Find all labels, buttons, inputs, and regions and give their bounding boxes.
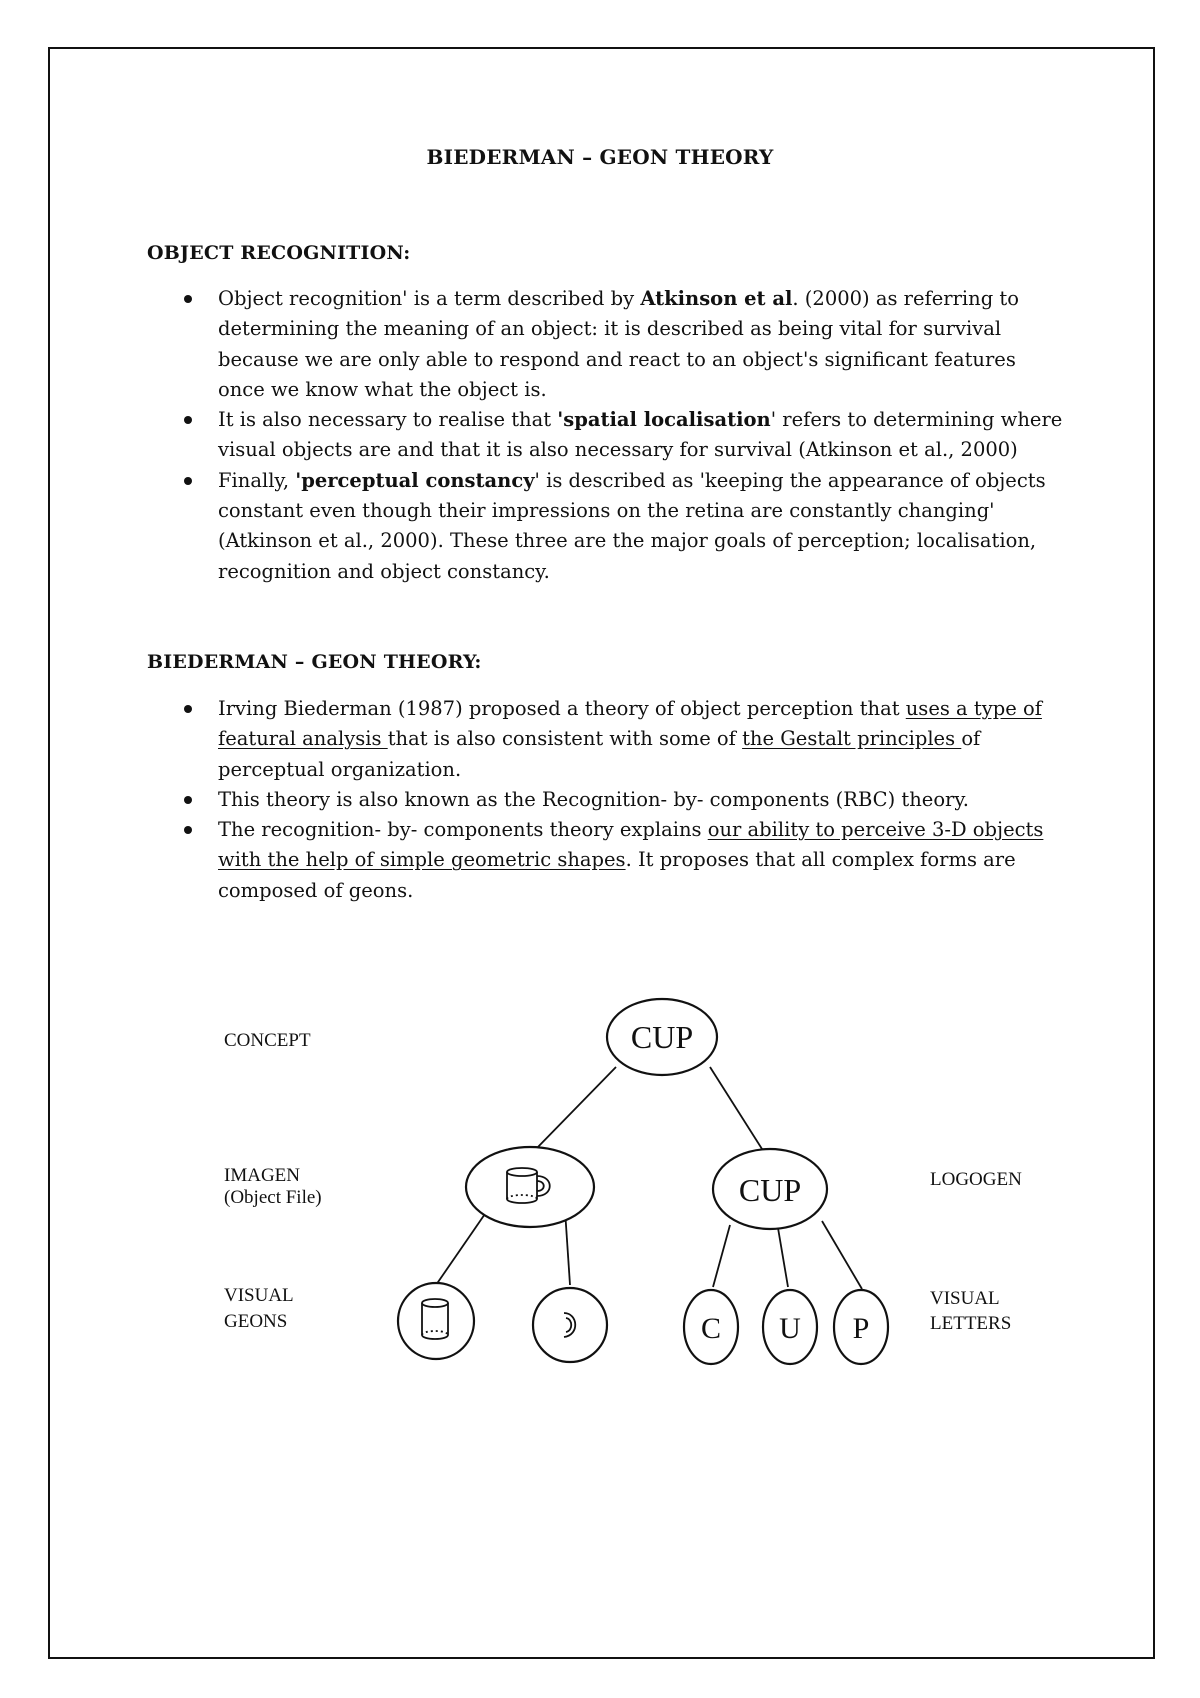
list-item xyxy=(218,815,1068,906)
connector-line xyxy=(713,1225,730,1287)
connector-line xyxy=(710,1067,769,1160)
list-item xyxy=(218,466,1068,587)
bold-term: 'perceptual constancy xyxy=(295,468,535,492)
bullet-text: . (2000) as referring to determining the meaning of an object: it is described as being vital for survival because we are only able to respond and react to an object's significant features once we know what the object is. xyxy=(218,287,1019,401)
concept-word: CUP xyxy=(630,1019,694,1055)
bold-term: Atkinson et al xyxy=(640,287,793,310)
handle-geon-node xyxy=(533,1288,607,1362)
letter-u: U xyxy=(779,1312,801,1345)
document-title: BIEDERMAN – GEON THEORY xyxy=(426,145,774,169)
list-item xyxy=(218,694,1068,785)
cylinder-geon-node xyxy=(398,1283,474,1359)
underlined-phrase: our ability to perceive 3-D objects with the help of simple geometric shapes xyxy=(218,818,1044,872)
bullet-text: It is also necessary to realise that xyxy=(218,408,558,432)
underlined-phrase: the Gestalt principles xyxy=(742,727,962,751)
bold-term: 'spatial localisation xyxy=(557,408,771,432)
connector-line xyxy=(535,1067,616,1150)
label-imagen: IMAGEN xyxy=(224,1165,300,1186)
letter-c: C xyxy=(700,1312,722,1345)
list-item xyxy=(218,405,1068,466)
bullet-text: Object recognition' is a term described by xyxy=(218,287,641,310)
bullet-text: Finally, xyxy=(218,468,296,492)
object-recognition-list xyxy=(218,284,1068,587)
bullet-text: Irving Biederman (1987) proposed a theory of object perception that xyxy=(218,697,906,720)
rbc-hierarchy-diagram xyxy=(210,995,1040,1375)
bullet-text: . It proposes that all complex forms are composed of geons. xyxy=(218,848,1016,902)
list-item xyxy=(218,785,1068,815)
label-logogen: LOGOGEN xyxy=(930,1169,1022,1190)
imagen-node xyxy=(466,1147,594,1227)
underlined-phrase: uses a type of featural analysis xyxy=(218,697,1042,751)
bullet-text: This theory is also known as the Recognition- by- components (RBC) theory. xyxy=(218,787,970,811)
label-visual-letters-1: VISUAL xyxy=(930,1288,1000,1309)
connector-line xyxy=(436,1211,487,1285)
list-item xyxy=(218,284,1068,405)
label-visual-geons-1: VISUAL xyxy=(224,1285,294,1306)
label-concept: CONCEPT xyxy=(224,1030,311,1051)
bullet-text: The recognition- by- components theory explains xyxy=(218,818,708,842)
logogen-word: CUP xyxy=(738,1172,802,1208)
geon-theory-list xyxy=(218,694,1068,906)
bullet-text: ' is described as 'keeping the appearance of objects constant even though their impressions on the retina are constantly changing' (Atkinson et al., 2000). These three are the major goals of perception; localisation, recognition and object constancy. xyxy=(218,468,1046,583)
bullet-text: ' refers to determining where visual objects are and that it is also necessary for survival (Atkinson et al., 2000) xyxy=(218,408,1063,462)
bullet-text: that is also consistent with some of xyxy=(387,727,743,751)
bullet-text: of perceptual organization. xyxy=(218,727,981,781)
label-object-file: (Object File) xyxy=(224,1187,322,1208)
label-visual-geons-2: GEONS xyxy=(224,1311,288,1332)
connector-line xyxy=(778,1228,788,1287)
section-heading-object-recognition: OBJECT RECOGNITION: xyxy=(147,242,411,264)
section-heading-geon-theory: BIEDERMAN – GEON THEORY: xyxy=(147,651,482,673)
connector-line xyxy=(822,1221,862,1289)
label-visual-letters-2: LETTERS xyxy=(930,1313,1012,1334)
letter-p: P xyxy=(852,1312,870,1345)
